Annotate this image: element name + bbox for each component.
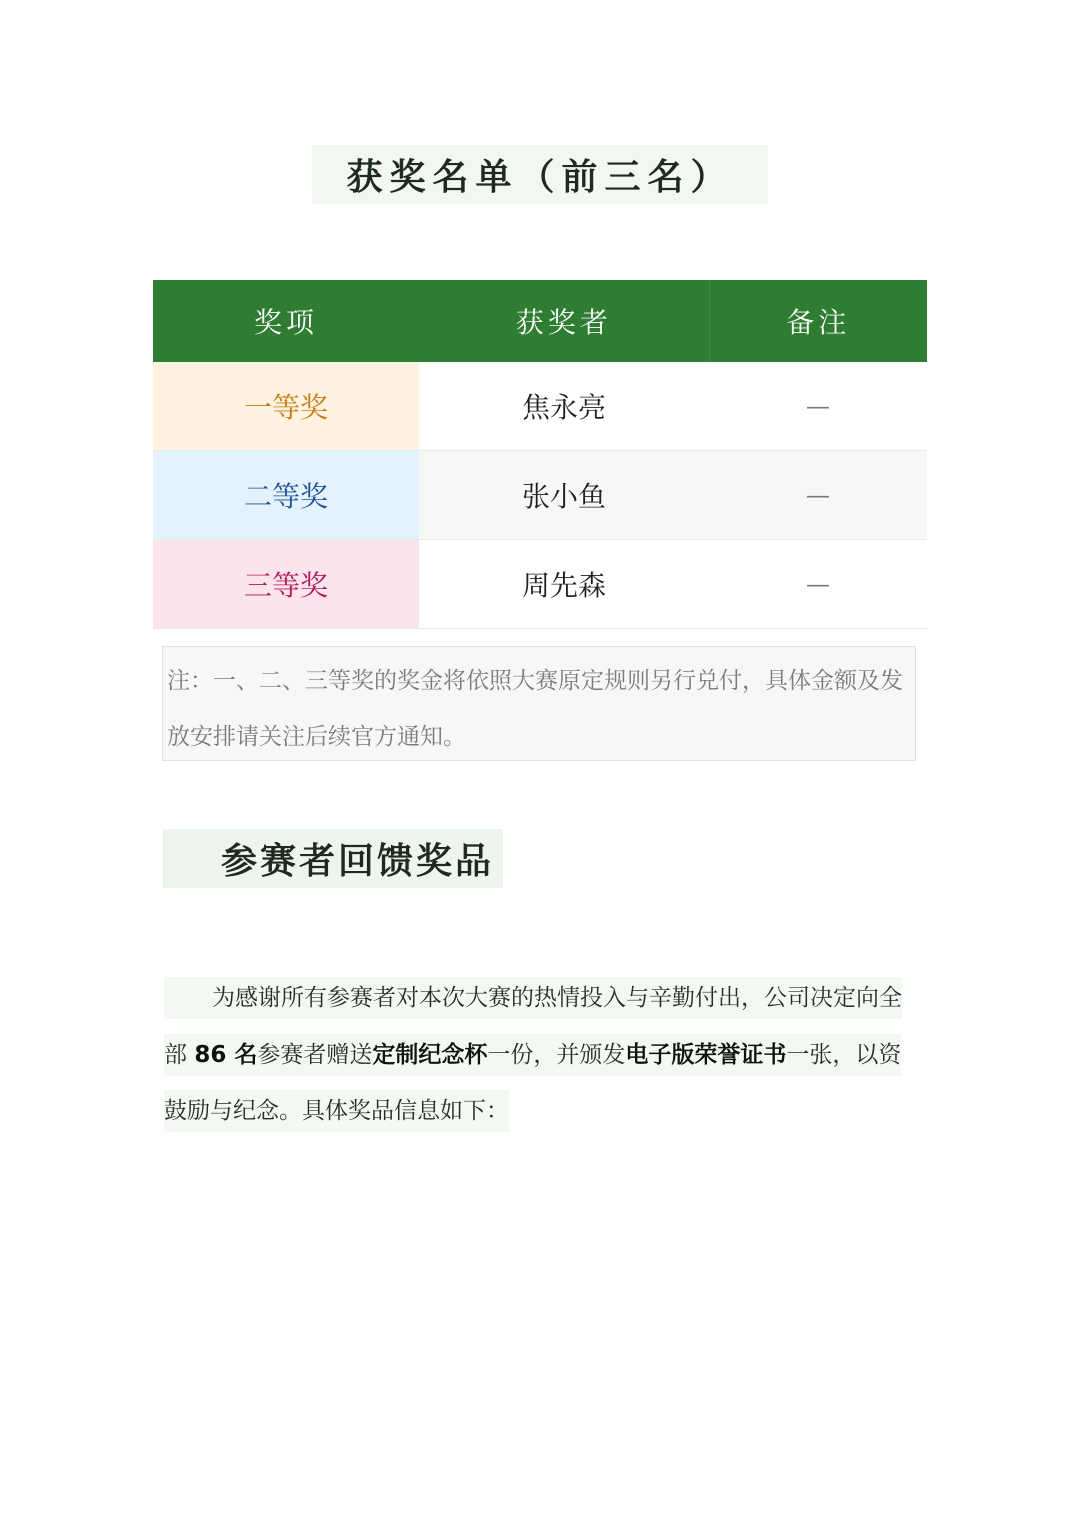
paragraph-highlight [164, 977, 902, 1132]
header-remark: 备注 [709, 280, 927, 362]
remark-cell: — [709, 451, 927, 540]
section-heading: 参赛者回馈奖品 [221, 841, 495, 882]
page-title: 获奖名单（前三名） [346, 157, 734, 198]
participant-count: 86 名 [194, 1041, 258, 1068]
section-heading-box [163, 829, 503, 888]
gift-certificate: 电子版荣誉证书 [625, 1041, 787, 1068]
gift-cup: 定制纪念杯 [372, 1041, 488, 1068]
table-row [153, 540, 927, 629]
prize-second: 二等奖 [153, 451, 419, 540]
paragraph-text: 一张，以资鼓励与纪念。具体奖品信息如下： [164, 1041, 902, 1124]
paragraph-text: 为感谢所有参赛者对本次大赛的热情投入与辛勤付出，公司决定向全部 [164, 985, 902, 1068]
winner-name: 张小鱼 [419, 451, 709, 540]
header-prize: 奖项 [153, 280, 419, 362]
prize-third: 三等奖 [153, 540, 419, 629]
page-title-box [312, 145, 768, 204]
table-row [153, 362, 927, 451]
award-table [153, 280, 927, 629]
prize-note: 注：一、二、三等奖的奖金将依照大赛原定规则另行兑付，具体金额及发放安排请关注后续官方通知。 [162, 646, 916, 761]
remark-cell: — [709, 540, 927, 629]
table-row [153, 451, 927, 540]
gift-paragraph [164, 970, 924, 1140]
paragraph-text: 参赛者赠送 [257, 1041, 373, 1068]
winner-name: 焦永亮 [419, 362, 709, 451]
table-header-row [153, 280, 927, 362]
paragraph-text: 一份，并颁发 [487, 1041, 626, 1068]
prize-first: 一等奖 [153, 362, 419, 451]
remark-cell: — [709, 362, 927, 451]
winner-name: 周先森 [419, 540, 709, 629]
header-winner: 获奖者 [419, 280, 709, 362]
